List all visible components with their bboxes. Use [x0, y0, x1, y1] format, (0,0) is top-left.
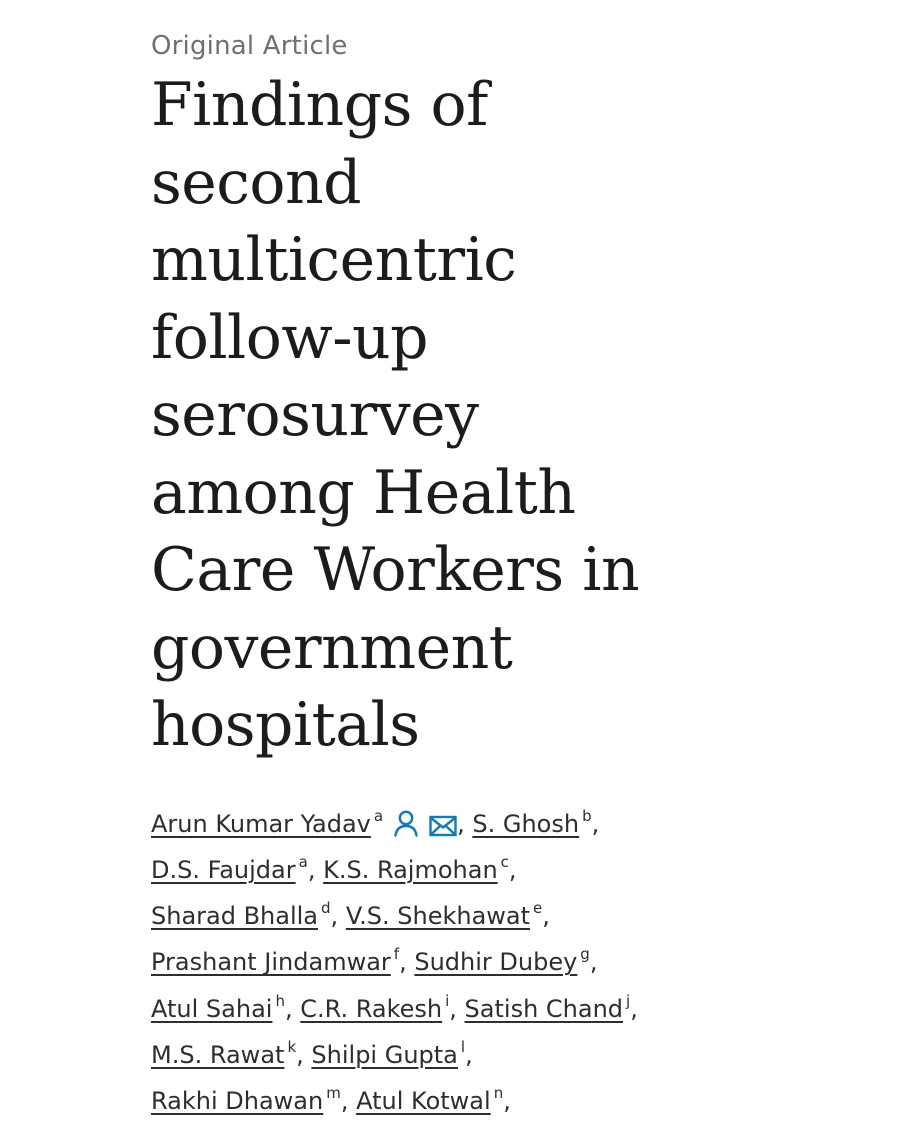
affiliation-marker[interactable]: i	[445, 991, 450, 1010]
separator: ,	[457, 809, 465, 838]
affiliation-marker[interactable]: n	[493, 1084, 504, 1103]
affiliation-marker[interactable]: c	[500, 852, 509, 871]
author-link[interactable]: Rakhi Dhawan	[151, 1087, 324, 1116]
author-link[interactable]: Arun Kumar Yadav	[151, 809, 371, 838]
affiliation-marker[interactable]: l	[460, 1037, 466, 1056]
separator: ,	[503, 1087, 511, 1116]
separator: ,	[340, 1087, 349, 1116]
separator: ,	[449, 994, 457, 1023]
affiliation-marker[interactable]: f	[393, 945, 400, 964]
author-link[interactable]: K.S. Rajmohan	[323, 855, 498, 884]
author-link[interactable]: V.S. Shekhawat	[345, 902, 531, 931]
author-link[interactable]: M.S. Rawat	[151, 1040, 285, 1069]
envelope-icon[interactable]	[429, 815, 457, 837]
article-header	[151, 28, 691, 1125]
separator: ,	[284, 994, 293, 1023]
author-line	[151, 986, 691, 1032]
separator: ,	[307, 855, 316, 884]
affiliation-marker[interactable]: h	[275, 991, 285, 1010]
author-link[interactable]: Sharad Bhalla	[151, 902, 319, 931]
affiliation-marker[interactable]: m	[326, 1084, 341, 1103]
affiliation-marker[interactable]: a	[373, 806, 384, 825]
author-list	[151, 801, 691, 1125]
author-link[interactable]: D.S. Faujdar	[151, 855, 296, 884]
author-link[interactable]: Prashant Jindamwar	[151, 948, 391, 977]
affiliation-marker[interactable]: g	[580, 945, 590, 964]
author-link[interactable]: Shilpi Gupta	[311, 1040, 458, 1069]
article-title: Findings of second multicentric follow-up serosurvey among Health Care Workers in government hospitals	[151, 70, 640, 760]
separator: ,	[542, 902, 550, 931]
author-link[interactable]: Atul Kotwal	[356, 1087, 491, 1116]
author-link[interactable]: Satish Chand	[464, 994, 624, 1023]
separator: ,	[465, 1040, 473, 1069]
separator: ,	[330, 902, 339, 931]
separator: ,	[508, 855, 517, 884]
separator: ,	[399, 948, 407, 977]
separator: ,	[296, 1040, 304, 1069]
separator: ,	[630, 994, 638, 1023]
separator: ,	[591, 809, 600, 838]
separator: ,	[589, 948, 598, 977]
affiliation-marker[interactable]: j	[626, 991, 631, 1010]
author-link[interactable]: Atul Sahai	[151, 994, 273, 1023]
article-type-label: Original Article	[151, 31, 348, 61]
affiliation-marker[interactable]: a	[298, 852, 308, 871]
author-line	[151, 1032, 691, 1078]
author-line	[151, 893, 691, 939]
person-icon[interactable]	[393, 809, 419, 837]
affiliation-marker[interactable]: b	[582, 806, 592, 825]
author-line	[151, 847, 691, 893]
author-link[interactable]: C.R. Rakesh	[300, 994, 443, 1023]
author-line	[151, 801, 691, 847]
affiliation-marker[interactable]: k	[287, 1037, 297, 1056]
author-link[interactable]: Sudhir Dubey	[414, 948, 578, 977]
affiliation-marker[interactable]: e	[533, 899, 543, 918]
author-link[interactable]: S. Ghosh	[472, 809, 580, 838]
author-line	[151, 1078, 691, 1124]
affiliation-marker[interactable]: d	[321, 899, 331, 918]
author-line	[151, 939, 691, 985]
